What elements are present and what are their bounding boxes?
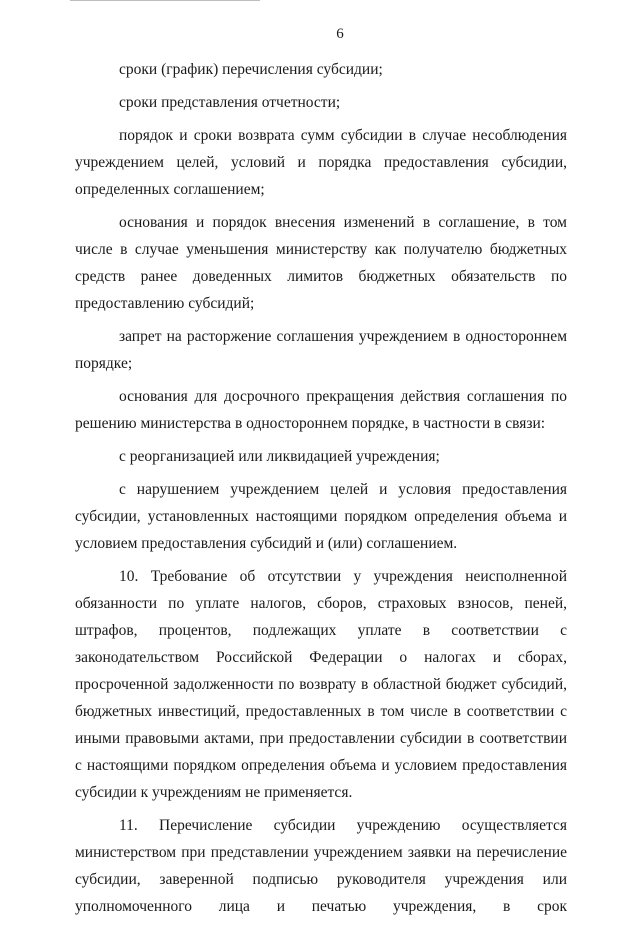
top-edge-rule — [70, 0, 260, 1]
paragraph-reporting-deadlines: сроки представления отчетности; — [119, 94, 341, 111]
paragraph-item-11: 11. Перечисление субсидии учреждению осуществляется министерством при представлении учреждением заявки на перечисление субсидии, заверенной подписью руководителя учреждения или уполномоченного лица и печатью учреждения, в срок — [75, 817, 567, 915]
paragraph-amendment-grounds: основания и порядок внесения изменений в соглашение, в том числе в случае уменьшения министерству как получателю бюджетных средств ранее доведенных лимитов бюджетных обязательств по предоставлению субсидий; — [75, 214, 567, 312]
document-body — [75, 56, 567, 926]
page-number: 6 — [336, 26, 344, 42]
paragraph-refund-procedure: порядок и сроки возврата сумм субсидии в случае несоблюдения учреждением целей, условий и порядка предоставления субсидии, определенных соглашением; — [75, 127, 567, 198]
paragraph-early-termination: основания для досрочного прекращения действия соглашения по решению министерства в одностороннем порядке, в частности в связи: — [75, 388, 567, 432]
paragraph-termination-ban: запрет на расторжение соглашения учреждением в одностороннем порядке; — [75, 328, 567, 372]
paragraph-payment-schedule: сроки (график) перечисления субсидии; — [119, 61, 383, 78]
paragraph-reorganization: с реорганизацией или ликвидацией учреждения; — [119, 448, 440, 465]
paragraph-item-10: 10. Требование об отсутствии у учреждения неисполненной обязанности по уплате налогов, сборов, страховых взносов, пеней, штрафов, процентов, подлежащих уплате в соответствии с законодательством Российской Федерации о налогах и сборах, просроченной задолженности по возврату в областной бюджет субсидий, бюджетных инвестиций, предоставленных в том числе в соответствии с иными правовыми актами, при предоставлении субсидии в соответствии с настоящими порядком определения объема и условием предоставления субсидии к учреждениям не применяется. — [75, 568, 567, 801]
paragraph-violation: с нарушением учреждением целей и условия предоставления субсидии, установленных настоящими порядком определения объема и условием предоставления субсидий и (или) соглашением. — [75, 481, 567, 552]
